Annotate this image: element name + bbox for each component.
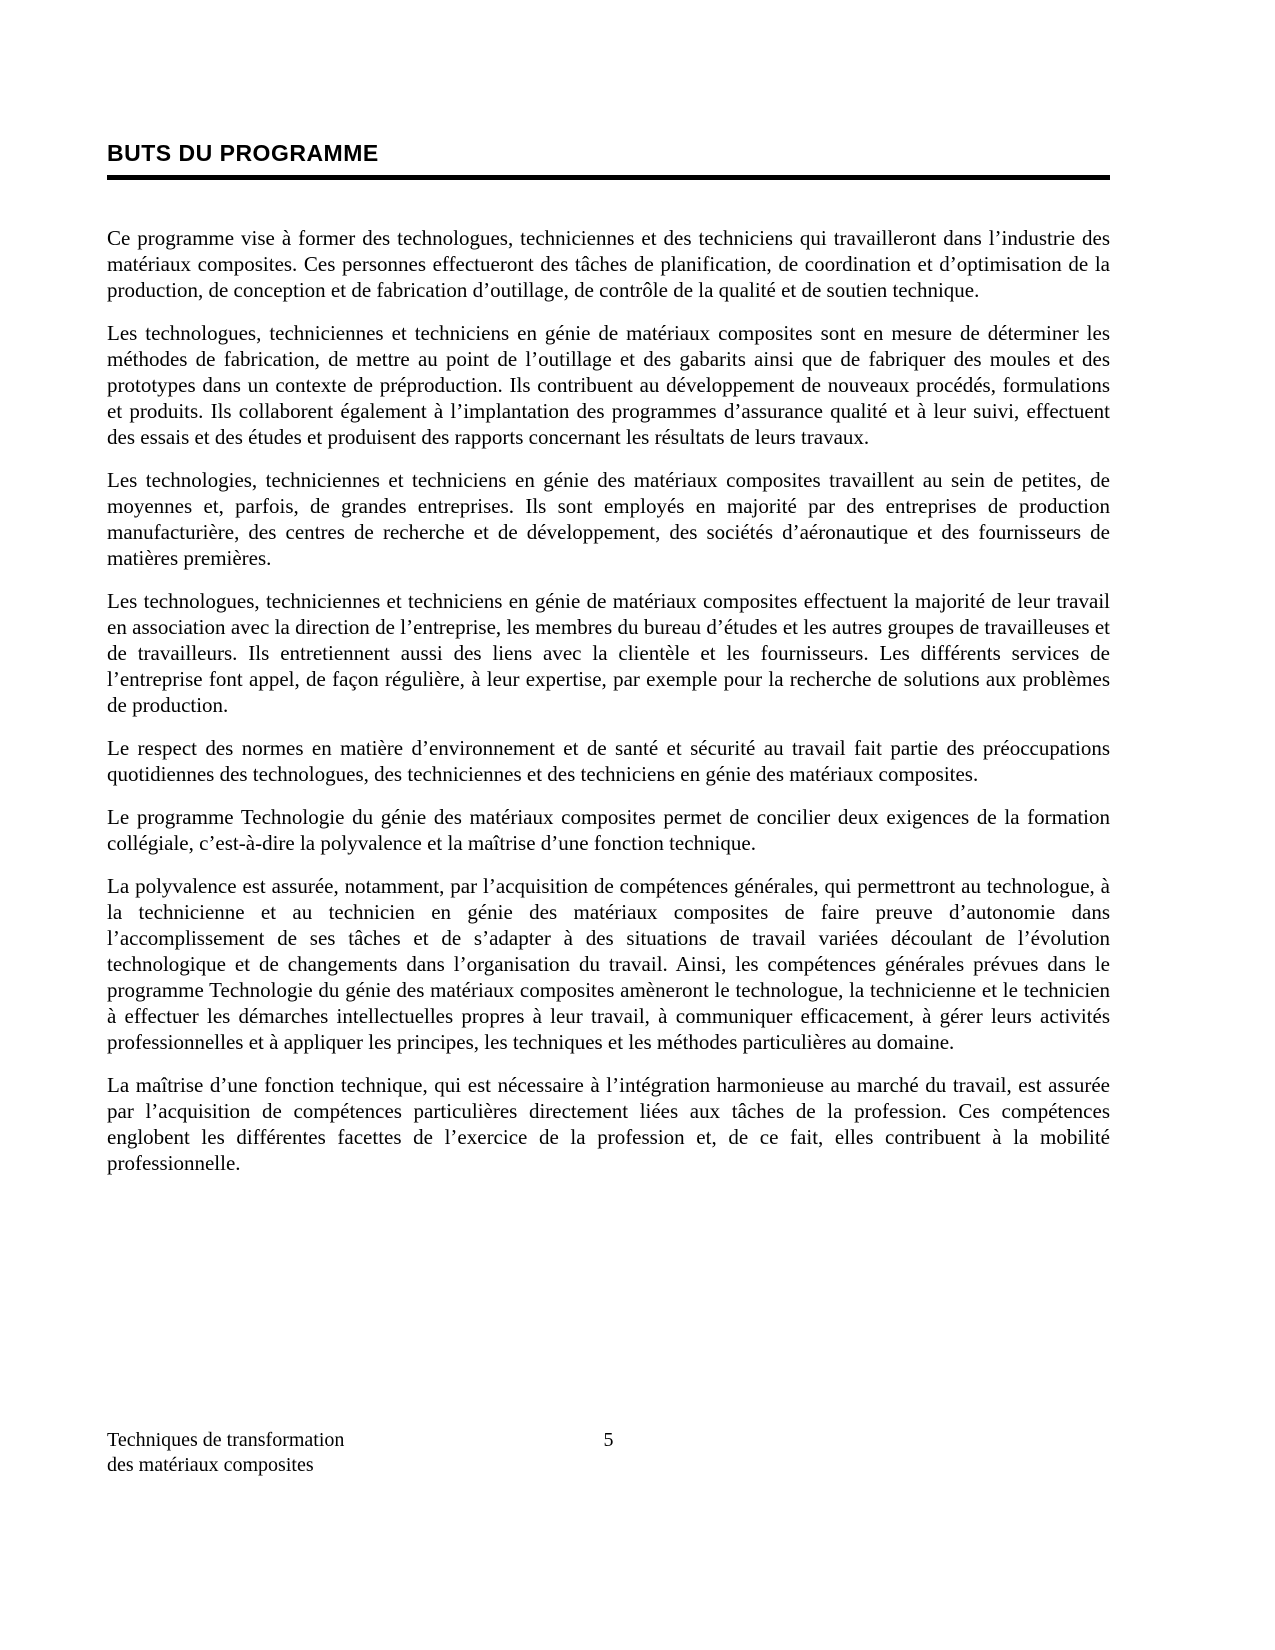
page-title: BUTS DU PROGRAMME — [107, 140, 379, 166]
page-content — [107, 140, 1110, 1193]
paragraph-6: Le programme Technologie du génie des matériaux composites permet de concilier deux exigences de la formation collégiale, c’est-à-dire la polyvalence et la maîtrise d’une fonction technique. — [107, 805, 1110, 855]
paragraph-1: Ce programme vise à former des technologues, techniciennes et des techniciens qui travailleront dans l’industrie des matériaux composites. Ces personnes effectueront des tâches de planification, de coordination et d’optimisation de la production, de conception et de fabrication d’outillage, de contrôle de la qualité et de soutien technique. — [107, 226, 1110, 302]
paragraph-8: La maîtrise d’une fonction technique, qui est nécessaire à l’intégration harmonieuse au marché du travail, est assurée par l’acquisition de compétences particulières directement liées aux tâches de la profession. Ces compétences englobent les différentes facettes de l’exercice de la profession et, de ce fait, elles contribuent à la mobilité professionnelle. — [107, 1073, 1110, 1175]
paragraph-2: Les technologues, techniciennes et techniciens en génie de matériaux composites sont en mesure de déterminer les méthodes de fabrication, de mettre au point de l’outillage et des gabarits ainsi que de fabriquer des moules et des prototypes dans un contexte de préproduction. Ils contribuent au développement de nouveaux procédés, formulations et produits. Ils collaborent également à l’implantation des programmes d’assurance qualité et à leur suivi, effectuent des essais et des études et produisent des rapports concernant les résultats de leurs travaux. — [107, 321, 1110, 449]
paragraph-3: Les technologies, techniciennes et techniciens en génie des matériaux composites travaillent au sein de petites, de moyennes et, parfois, de grandes entreprises. Ils sont employés en majorité par des entreprises de production manufacturière, des centres de recherche et de développement, des sociétés d’aéronautique et des fournisseurs de matières premières. — [107, 468, 1110, 570]
footer-line-2: des matériaux composites — [107, 1454, 314, 1476]
footer-line-1: Techniques de transformation — [107, 1429, 345, 1451]
title-rule — [107, 175, 1110, 180]
body-text — [107, 225, 1110, 1176]
paragraph-4: Les technologues, techniciennes et techniciens en génie de matériaux composites effectuent la majorité de leur travail en association avec la direction de l’entreprise, les membres du bureau d’études et les autres groupes de travailleuses et de travailleurs. Ils entretiennent aussi des liens avec la clientèle et les fournisseurs. Les différents services de l’entreprise font appel, de façon régulière, à leur expertise, par exemple pour la recherche de solutions aux problèmes de production. — [107, 589, 1110, 717]
footer-document-title — [107, 1428, 344, 1478]
paragraph-5: Le respect des normes en matière d’environnement et de santé et sécurité au travail fait partie des préoccupations quotidiennes des technologues, des techniciennes et des techniciens en génie des matériaux composites. — [107, 736, 1110, 786]
paragraph-7: La polyvalence est assurée, notamment, par l’acquisition de compétences générales, qui permettront au technologue, à la technicienne et au technicien en génie des matériaux composites de faire preuve d’autonomie dans l’accomplissement de ses tâches et de s’adapter à des situations de travail variées découlant de l’évolution technologique et de changements dans l’organisation du travail. Ainsi, les compétences générales prévues dans le programme Technologie du génie des matériaux composites amèneront le technologue, la technicienne et le technicien à effectuer les démarches intellectuelles propres à leur travail, à communiquer efficacement, à gérer leurs activités professionnelles et à appliquer les principes, les techniques et les méthodes particulières au domaine. — [107, 874, 1110, 1054]
page-number: 5 — [603, 1429, 614, 1451]
